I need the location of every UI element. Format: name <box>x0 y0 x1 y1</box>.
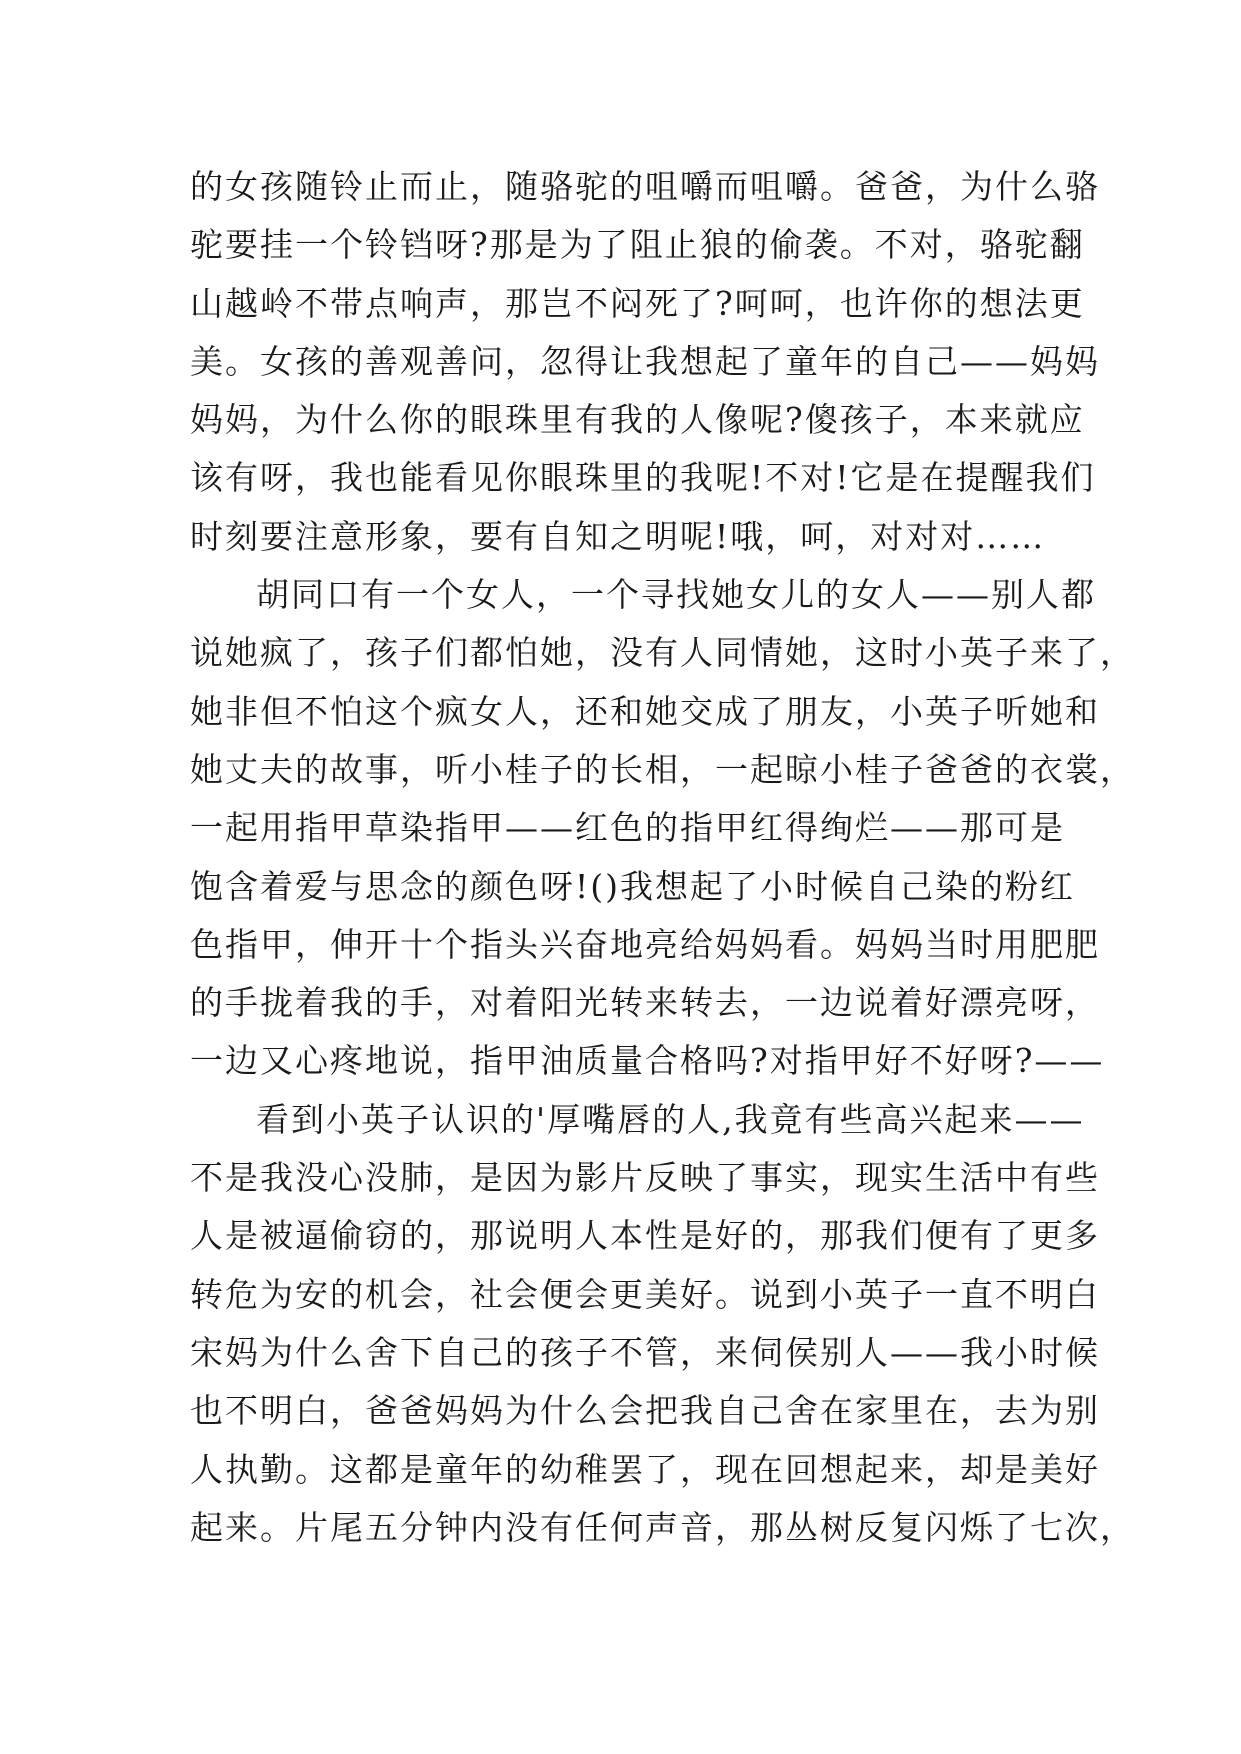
text-line: 也不明白，爸爸妈妈为什么会把我自己舍在家里在，去为别 <box>190 1391 1100 1431</box>
body-text <box>190 158 1135 1557</box>
text-line: 她丈夫的故事，听小桂子的长相，一起晾小桂子爸爸的衣裳， <box>190 749 1135 789</box>
paragraph-1 <box>190 158 1100 566</box>
text-line: 转危为安的机会，社会便会更美好。说到小英子一直不明白 <box>190 1274 1100 1314</box>
text-line: 该有呀，我也能看见你眼珠里的我呢!不对!它是在提醒我们 <box>190 458 1096 498</box>
text-line: 妈妈，为什么你的眼珠里有我的人像呢?傻孩子，本来就应 <box>190 400 1085 440</box>
text-line: 的女孩随铃止而止，随骆驼的咀嚼而咀嚼。爸爸，为什么骆 <box>190 167 1100 206</box>
text-line: 她非但不怕这个疯女人，还和她交成了朋友，小英子听她和 <box>190 691 1100 731</box>
paragraph-3 <box>190 1091 1135 1557</box>
text-line: 人是被逼偷窃的，那说明人本性是好的，那我们便有了更多 <box>190 1216 1100 1256</box>
text-line: 一起用指甲草染指甲——红色的指甲红得绚烂——那可是 <box>190 808 1065 848</box>
text-line: 一边又心疼地说，指甲油质量合格吗?对指甲好不好呀?—— <box>190 1041 1105 1081</box>
text-line: 色指甲，伸开十个指头兴奋地亮给妈妈看。妈妈当时用肥肥 <box>190 924 1100 964</box>
text-line: 美。女孩的善观善问，忽得让我想起了童年的自己——妈妈 <box>190 341 1100 381</box>
text-line: 饱含着爱与思念的颜色呀!()我想起了小时候自己染的粉红 <box>190 866 1076 906</box>
text-line: 不是我没心没肺，是因为影片反映了事实，现实生活中有些 <box>190 1158 1100 1198</box>
paragraph-2 <box>190 566 1135 1091</box>
text-line: 说她疯了，孩子们都怕她，没有人同情她，这时小英子来了， <box>190 633 1135 673</box>
text-line: 宋妈为什么舍下自己的孩子不管，来伺侯别人——我小时候 <box>190 1332 1100 1372</box>
text-line: 山越岭不带点响声，那岂不闷死了?呵呵，也许你的想法更 <box>190 283 1085 323</box>
text-line: 时刻要注意形象，要有自知之明呢!哦，呵，对对对…… <box>190 516 1046 556</box>
text-line: 胡同口有一个女人，一个寻找她女儿的女人——别人都 <box>256 575 1096 615</box>
text-line: 人执勤。这都是童年的幼稚罢了，现在回想起来，却是美好 <box>190 1449 1100 1489</box>
text-line: 起来。片尾五分钟内没有任何声音，那丛树反复闪烁了七次， <box>190 1507 1135 1547</box>
text-line: 看到小英子认识的'厚嘴唇的人,我竟有些高兴起来—— <box>256 1099 1085 1139</box>
text-line: 驼要挂一个铃铛呀?那是为了阻止狼的偷袭。不对，骆驼翻 <box>190 225 1085 265</box>
text-line: 的手拢着我的手，对着阳光转来转去，一边说着好漂亮呀， <box>190 983 1100 1023</box>
